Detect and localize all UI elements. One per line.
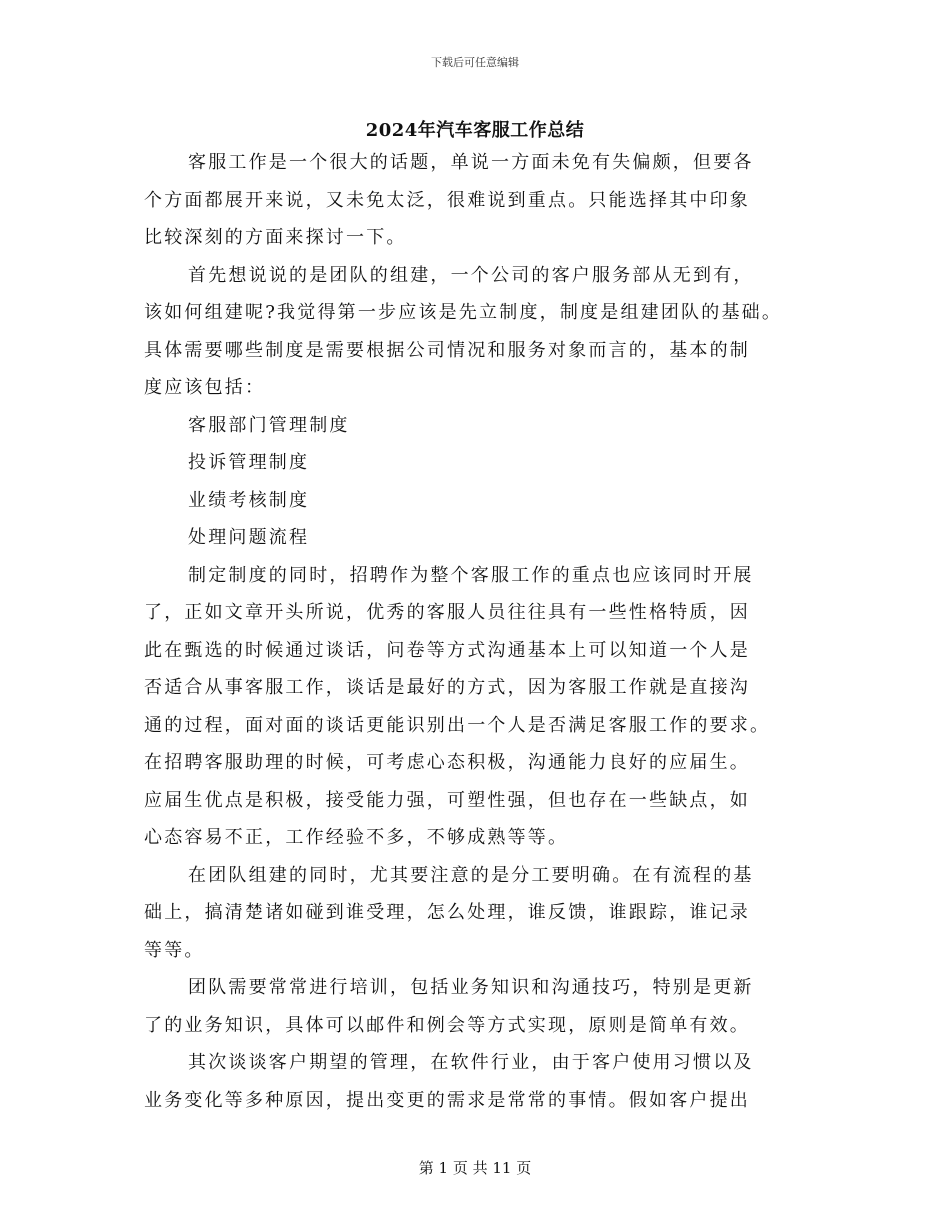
paragraph-line: 其次谈谈客户期望的管理，在软件行业，由于客户使用习惯以及	[188, 1052, 754, 1073]
paragraph-line: 础上，搞清楚诸如碰到谁受理，怎么处理，谁反馈，谁跟踪，谁记录	[144, 902, 750, 923]
paragraph-line: 在团队组建的同时，尤其要注意的是分工要明确。在有流程的基	[188, 864, 754, 886]
list-item: 客服部门管理制度	[188, 414, 350, 436]
paragraph-line: 等等。	[144, 939, 205, 961]
header-note: 下载后可任意编辑	[431, 56, 519, 69]
document-body	[144, 144, 844, 1119]
paragraph-line: 心态容易不正，工作经验不多，不够成熟等等。	[144, 827, 569, 848]
list-item: 业绩考核制度	[188, 489, 310, 511]
list-item: 处理问题流程	[188, 527, 310, 548]
paragraph-line: 业务变化等多种原因，提出变更的需求是常常的事情。假如客户提出	[144, 1089, 750, 1111]
list-item: 投诉管理制度	[188, 452, 310, 473]
paragraph-line: 在招聘客服助理的时候，可考虑心态积极，沟通能力良好的应届生。	[144, 752, 750, 773]
paragraph-line: 了的业务知识，具体可以邮件和例会等方式实现，原则是简单有效。	[144, 1014, 750, 1036]
paragraph-line: 具体需要哪些制度是需要根据公司情况和服务对象而言的，基本的制	[144, 339, 750, 361]
paragraph-line: 此在甄选的时候通过谈话，问卷等方式沟通基本上可以知道一个人是	[144, 639, 750, 661]
paragraph-line: 应届生优点是积极，接受能力强，可塑性强，但也存在一些缺点，如	[144, 789, 750, 811]
paragraph-line: 制定制度的同时，招聘作为整个客服工作的重点也应该同时开展	[188, 564, 754, 586]
page-footer: 第 1 页 共 11 页	[418, 1159, 532, 1177]
paragraph-line: 了，正如文章开头所说，优秀的客服人员往往具有一些性格特质，因	[144, 602, 750, 623]
paragraph-line: 该如何组建呢?我觉得第一步应该是先立制度，制度是组建团队的基础。	[144, 302, 783, 323]
paragraph-line: 团队需要常常进行培训，包括业务知识和沟通技巧，特别是更新	[188, 977, 754, 998]
paragraph-line: 客服工作是一个很大的话题，单说一方面未免有失偏颇，但要各	[188, 152, 754, 173]
paragraph-line: 否适合从事客服工作，谈话是最好的方式，因为客服工作就是直接沟	[144, 677, 750, 698]
paragraph-line: 个方面都展开来说，又未免太泛，很难说到重点。只能选择其中印象	[144, 189, 750, 211]
paragraph-line: 比较深刻的方面来探讨一下。	[144, 227, 407, 248]
paragraph-line: 度应该包括：	[144, 377, 266, 398]
paragraph-line: 首先想说说的是团队的组建，一个公司的客户服务部从无到有，	[188, 264, 754, 286]
document-title: 2024年汽车客服工作总结	[365, 120, 585, 141]
paragraph-line: 通的过程，面对面的谈话更能识别出一个人是否满足客服工作的要求。	[144, 714, 771, 736]
